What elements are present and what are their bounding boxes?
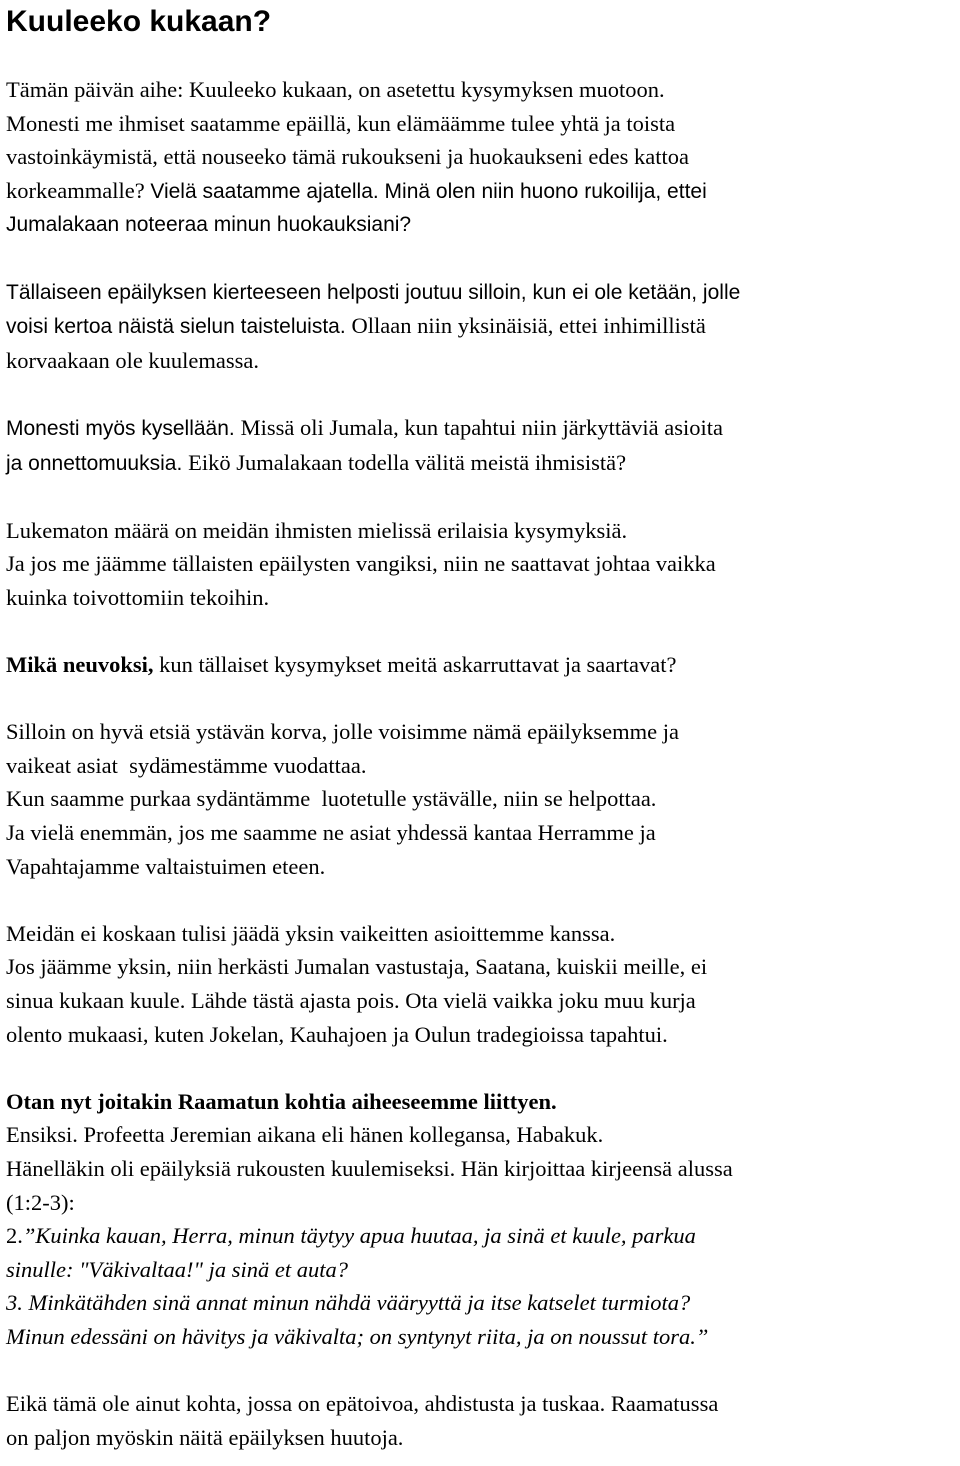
bold-lead: Mikä neuvoksi, [6, 652, 154, 678]
verse-text: sinulle: "Väkivaltaa!" ja sinä et auta? [6, 1256, 348, 1282]
text-segment: korkeammalle? [6, 177, 151, 203]
spacer [6, 46, 958, 73]
text-line-mixed [6, 309, 958, 344]
paragraph-closing [6, 1387, 958, 1454]
paragraph-countless-questions [6, 514, 958, 615]
text-line: Tämän päivän aihe: Kuuleeko kukaan, on asetettu kysymyksen muotoon. [6, 77, 665, 102]
text-segment: kun tällaiset kysymykset meitä askarruttavat ja saartavat? [153, 652, 677, 678]
page-title: Kuuleeko kukaan? [6, 5, 272, 38]
text-segment: Ollaan niin yksinäisiä, ettei inhimillistä [351, 313, 706, 339]
text-line: (1:2-3): [6, 1189, 75, 1215]
text-line: Kun saamme purkaa sydäntämme luotetulle ystävälle, niin se helpottaa. [6, 786, 657, 812]
text-line: on paljon myöskin näitä epäilyksen huutoja. [6, 1424, 404, 1450]
text-line: Jos jäämme yksin, niin herkästi Jumalan vastustaja, Saatana, kuiskii meille, ei [6, 954, 708, 980]
text-line: kuinka toivottomiin tekoihin. [6, 584, 270, 610]
section-heading: Otan nyt joitakin Raamatun kohtia aiheeseemme liittyen. [6, 1088, 557, 1114]
paragraph-scripture [6, 1085, 958, 1354]
verse-text: Minun edessäni on hävitys ja väkivalta; on syntynyt riita, ja on noussut tora.” [6, 1323, 709, 1349]
text-line: Monesti me ihmiset saatamme epäillä, kun elämäämme tulee yhtä ja toista [6, 110, 676, 136]
spacer [6, 615, 958, 649]
text-segment: Eikö Jumalakaan todella välitä meistä ihmisistä? [188, 449, 627, 475]
paragraph-questions [6, 411, 958, 480]
paragraph-friend [6, 715, 958, 883]
text-line: Hänelläkin oli epäilyksiä rukousten kuulemiseksi. Hän kirjoittaa kirjeensä alussa [6, 1156, 733, 1181]
text-line-mixed [6, 174, 958, 209]
text-line: Ja vielä enemmän, jos me saamme ne asiat yhdessä kantaa Herramme ja [6, 820, 656, 846]
verse-number: 3. [6, 1290, 29, 1316]
text-segment-sans: Monesti myös kysellään. [6, 416, 241, 440]
paragraph-intro [6, 73, 958, 242]
text-line: Silloin on hyvä etsiä ystävän korva, jolle voisimme nämä epäilyksemme ja [6, 719, 679, 745]
spacer [6, 1051, 958, 1085]
spacer [6, 377, 958, 411]
spacer [6, 480, 958, 514]
text-line: vaikeat asiat sydämestämme vuodattaa. [6, 752, 367, 778]
text-line-mixed [6, 411, 958, 446]
text-segment: Missä oli Jumala, kun tapahtui niin järkyttäviä asioita [240, 414, 724, 440]
text-line-sans: Tällaiseen epäilyksen kierteeseen helposti joutuu silloin, kun ei ole ketään, jolle [6, 280, 741, 304]
spacer [6, 682, 958, 716]
text-line: vastoinkäymistä, että nouseeko tämä rukoukseni ja huokaukseni edes kattoa [6, 144, 689, 170]
verse-text: Minkätähden sinä annat minun nähdä vääryyttä ja itse katselet turmiota? [28, 1290, 691, 1316]
paragraph-doubt-spiral [6, 276, 958, 378]
text-line: Ja jos me jäämme tällaisten epäilysten vangiksi, niin ne saattavat johtaa vaikka [6, 551, 716, 577]
text-line: Vapahtajamme valtaistuimen eteen. [6, 853, 326, 879]
verse-line [6, 1286, 958, 1320]
text-line: olento mukaasi, kuten Jokelan, Kauhajoen ja Oulun tradegioissa tapahtui. [6, 1021, 668, 1047]
spacer [6, 242, 958, 276]
text-line: Eikä tämä ole ainut kohta, jossa on epätoivoa, ahdistusta ja tuskaa. Raamatussa [6, 1391, 719, 1417]
text-line-sans: Jumalakaan noteeraa minun huokauksiani? [6, 213, 412, 237]
text-line: korvaakaan ole kuulemassa. [6, 347, 260, 373]
text-line-mixed [6, 446, 958, 481]
verse-text: ”Kuinka kauan, Herra, minun täytyy apua huutaa, ja sinä et kuule, parkua [22, 1223, 696, 1249]
spacer [6, 1354, 958, 1388]
text-segment-sans: voisi kertoa näistä sielun taisteluista. [6, 315, 352, 339]
verse-line [6, 1219, 958, 1253]
paragraph-not-alone [6, 917, 958, 1051]
text-segment-sans: ja onnettomuuksia. [6, 451, 189, 475]
verse-number: 2. [6, 1223, 23, 1249]
text-line: sinua kukaan kuule. Lähde tästä ajasta pois. Ota vielä vaikka joku muu kurja [6, 988, 696, 1014]
text-line-mixed [6, 648, 958, 682]
text-line: Ensiksi. Profeetta Jeremian aikana eli hänen kollegansa, Habakuk. [6, 1122, 604, 1148]
text-line: Lukematon määrä on meidän ihmisten mielissä erilaisia kysymyksiä. [6, 517, 628, 543]
text-segment-sans: Vielä saatamme ajatella. Minä olen niin huono rukoilija, ettei [150, 179, 707, 203]
document-page [6, 0, 958, 1454]
paragraph-what-to-do [6, 648, 958, 682]
text-line: Meidän ei koskaan tulisi jäädä yksin vaikeitten asioittemme kanssa. [6, 920, 616, 946]
spacer [6, 883, 958, 917]
